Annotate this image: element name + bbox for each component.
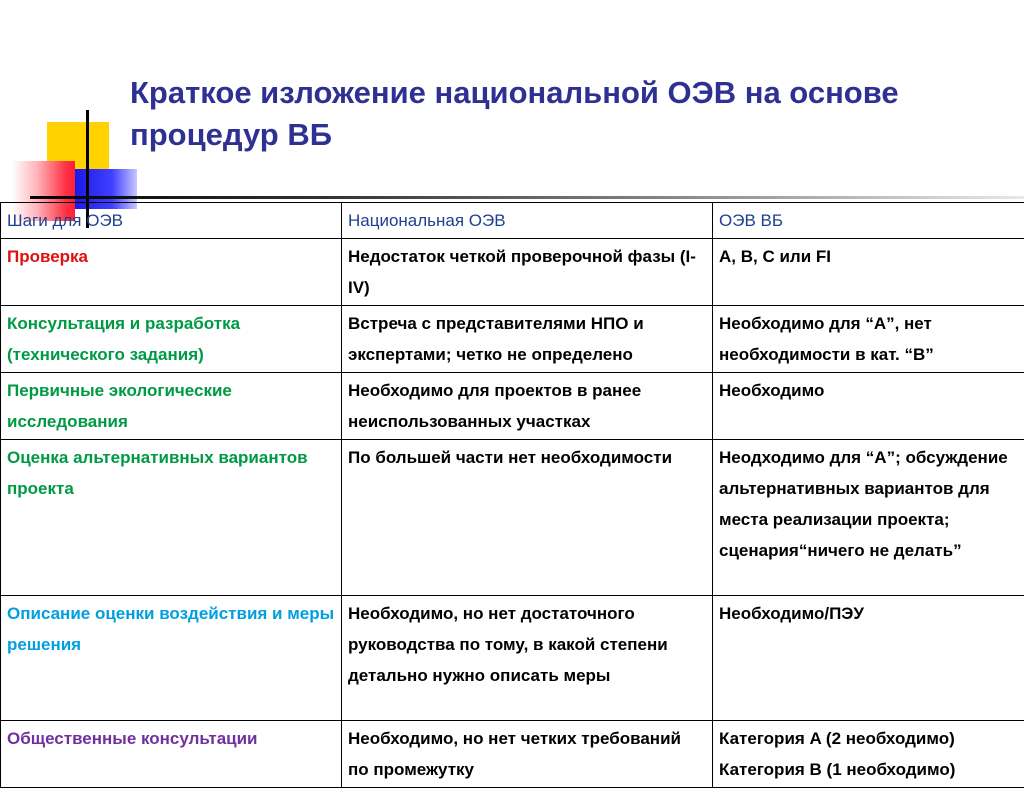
wb-cell: Категория A (2 необходимо) Категория B (1 необходимо) bbox=[713, 721, 1024, 788]
national-cell: Недостаток четкой проверочной фазы (I-IV) bbox=[342, 239, 713, 306]
national-cell: Необходимо, но нет достаточного руководства по тому, в какой степени детально нужно описать меры bbox=[342, 596, 713, 721]
wb-cell: Необходимо bbox=[713, 373, 1024, 440]
national-cell: Встреча с представителями НПО и экспертами; четко не определено bbox=[342, 306, 713, 373]
header-wb: ОЭВ ВБ bbox=[713, 203, 1024, 239]
table-row bbox=[1, 239, 1024, 306]
wb-cell: A, B, C или FI bbox=[713, 239, 1024, 306]
table-row bbox=[1, 596, 1024, 721]
table-header-row bbox=[1, 203, 1024, 239]
wb-cell: Неодходимо для “A”; обсуждение альтернативных вариантов для места реализации проекта; сценария“ничего не делать” bbox=[713, 440, 1024, 596]
table-row bbox=[1, 440, 1024, 596]
national-cell: Необходимо для проектов в ранее неиспользованных участках bbox=[342, 373, 713, 440]
header-national: Национальная ОЭВ bbox=[342, 203, 713, 239]
wb-cell: Необходимо/ПЭУ bbox=[713, 596, 1024, 721]
step-cell: Общественные консультации bbox=[1, 721, 342, 788]
step-cell: Описание оценки воздействия и меры решения bbox=[1, 596, 342, 721]
step-cell: Проверка bbox=[1, 239, 342, 306]
slide-title: Краткое изложение национальной ОЭВ на основе процедур ВБ bbox=[130, 72, 1024, 156]
header-steps: Шаги для ОЭВ bbox=[1, 203, 342, 239]
comparison-table bbox=[0, 202, 1024, 788]
step-cell: Первичные экологические исследования bbox=[1, 373, 342, 440]
table-row bbox=[1, 306, 1024, 373]
decor-horizontal-line bbox=[30, 196, 1024, 199]
step-cell: Консультация и разработка (технического задания) bbox=[1, 306, 342, 373]
national-cell: Необходимо, но нет четких требований по промежутку bbox=[342, 721, 713, 788]
national-cell: По большей части нет необходимости bbox=[342, 440, 713, 596]
wb-cell: Необходимо для “A”, нет необходимости в кат. “B” bbox=[713, 306, 1024, 373]
step-cell: Оценка альтернативных вариантов проекта bbox=[1, 440, 342, 596]
table-row bbox=[1, 373, 1024, 440]
table-row bbox=[1, 721, 1024, 788]
